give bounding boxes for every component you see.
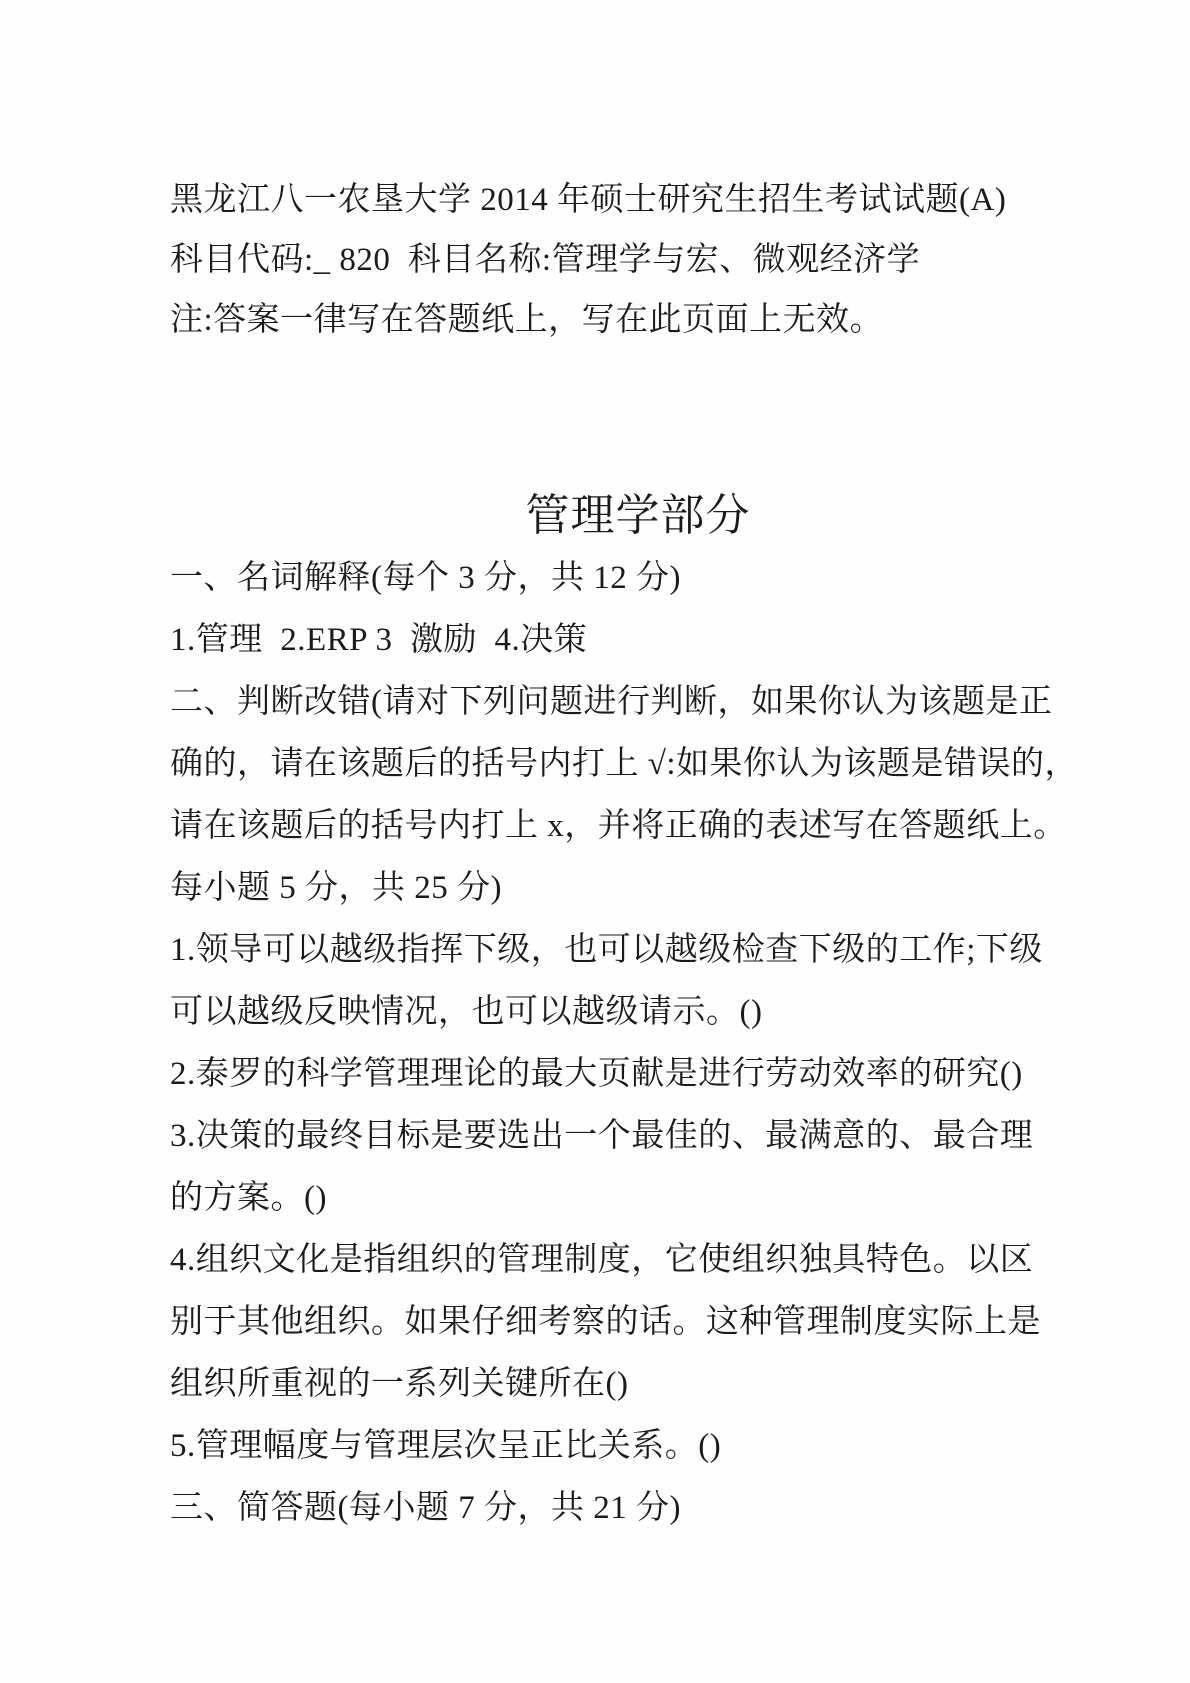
question-3-line-1: 3.决策的最终目标是要选出一个最佳的、最满意的、最合理 (170, 1118, 1034, 1154)
section3-title-line: 三、简答题(每小题 7 分，共 21 分) (170, 1490, 681, 1526)
section2-instruction-line-2: 确的，请在该题后的括号内打上 √:如果你认为该题是错误的， (170, 746, 1079, 782)
question-4-line-2: 别于其他组织。如果仔细考察的话。这种管理制度实际上是 (170, 1304, 1041, 1340)
exam-header (170, 170, 1106, 350)
question-1-line-1: 1.领导可以越级指挥下级，也可以越级检查下级的工作;下级 (170, 932, 1043, 968)
section1-title-line: 一、名词解释(每个 3 分，共 12 分) (170, 560, 681, 596)
section2-instruction-line-3: 请在该题后的括号内打上 x，并将正确的表述写在答题纸上。 (170, 808, 1067, 844)
answer-instruction-line: 注:答案一律写在答题纸上，写在此页面上无效。 (170, 302, 884, 338)
exam-body (170, 485, 1106, 1539)
question-4-line-1: 4.组织文化是指组织的管理制度，它使组织独具特色。以区 (170, 1242, 1034, 1278)
section1-terms-line: 1.管理 2.ERP 3 激励 4.决策 (170, 622, 588, 658)
question-3-line-2: 的方案。() (170, 1180, 327, 1216)
question-1-line-2: 可以越级反映情况，也可以越级请示。() (170, 994, 763, 1030)
question-2-line: 2.泰罗的科学管理理论的最大页献是进行劳动效率的研究() (170, 1056, 1023, 1092)
section2-title-line: 二、判断改错(请对下列问题进行判断，如果你认为该题是正 (170, 684, 1053, 720)
question-5-line: 5.管理幅度与管理层次呈正比关系。() (170, 1428, 722, 1464)
question-4-line-3: 组织所重视的一系列关键所在() (170, 1366, 629, 1402)
section-heading-management: 管理学部分 (525, 491, 751, 540)
subject-code-line: 科目代码:_ 820 科目名称:管理学与宏、微观经济学 (170, 242, 921, 278)
exam-title-line: 黑龙江八一农垦大学 2014 年硕士研究生招生考试试题(A) (170, 182, 1007, 218)
section2-instruction-line-4: 每小题 5 分，共 25 分) (170, 870, 502, 906)
